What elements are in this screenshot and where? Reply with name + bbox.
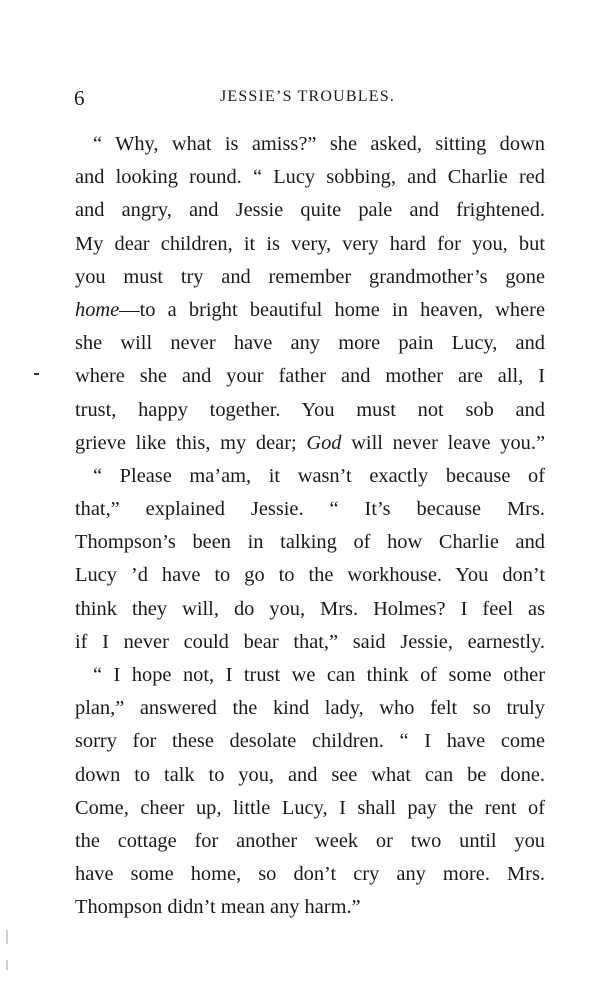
text-line: think they will, do you, Mrs. Holmes? I feel as [75,597,545,620]
italic-word-god: God [306,431,342,454]
text-line: that,” explained Jessie. “ It’s because Mrs. [75,498,545,521]
running-head: JESSIE’S TROUBLES. [219,88,396,105]
edge-speck [6,960,8,970]
text-line: if I never could bear that,” said Jessie, earnestly. [75,630,545,653]
text-line: “ Please ma’am, it wasn’t exactly because of [93,464,545,487]
text-line-fragment: grieve like this, my dear; [75,431,297,454]
text-line: where she and your father and mother are all, I [75,365,545,388]
text-line: have some home, so don’t cry any more. Mrs. [75,863,545,886]
text-line: Come, cheer up, little Lucy, I shall pay the rent of [75,796,545,819]
text-line: My dear children, it is very, very hard for you, but [75,232,545,255]
text-line: sorry for these desolate children. “ I have come [75,730,545,753]
text-line: you must try and remember grandmother’s gone [75,265,545,288]
text-line: trust, happy together. You must not sob and [75,398,545,421]
text-line: Thompson didn’t mean any harm.” [75,896,361,919]
text-line: Lucy ’d have to go to the workhouse. You don’t [75,564,545,587]
text-line: and looking round. “ Lucy sobbing, and Charlie red [75,166,545,189]
text-line-god [75,427,545,460]
text-line: “ I hope not, I trust we can think of some other [93,664,545,686]
text-line-fragment: will never leave you.” [351,431,546,454]
text-line-home [75,294,545,327]
text-line: Thompson’s been in talking of how Charlie and [75,531,545,554]
body-text [75,128,545,925]
margin-mark [34,373,39,375]
text-line: she will never have any more pain Lucy, and [75,332,545,355]
page-number: 6 [74,86,85,110]
text-line: the cottage for another week or two until you [75,829,545,852]
text-line-fragment: —to a bright beautiful home in heaven, where [119,298,545,321]
text-line: “ Why, what is amiss?” she asked, sitting down [93,133,545,155]
text-line: and angry, and Jessie quite pale and frightened. [75,199,545,222]
italic-word-home: home [75,298,120,321]
edge-speck [6,930,8,944]
text-line: down to talk to you, and see what can be done. [75,763,545,786]
text-line: plan,” answered the kind lady, who felt so truly [75,697,545,720]
